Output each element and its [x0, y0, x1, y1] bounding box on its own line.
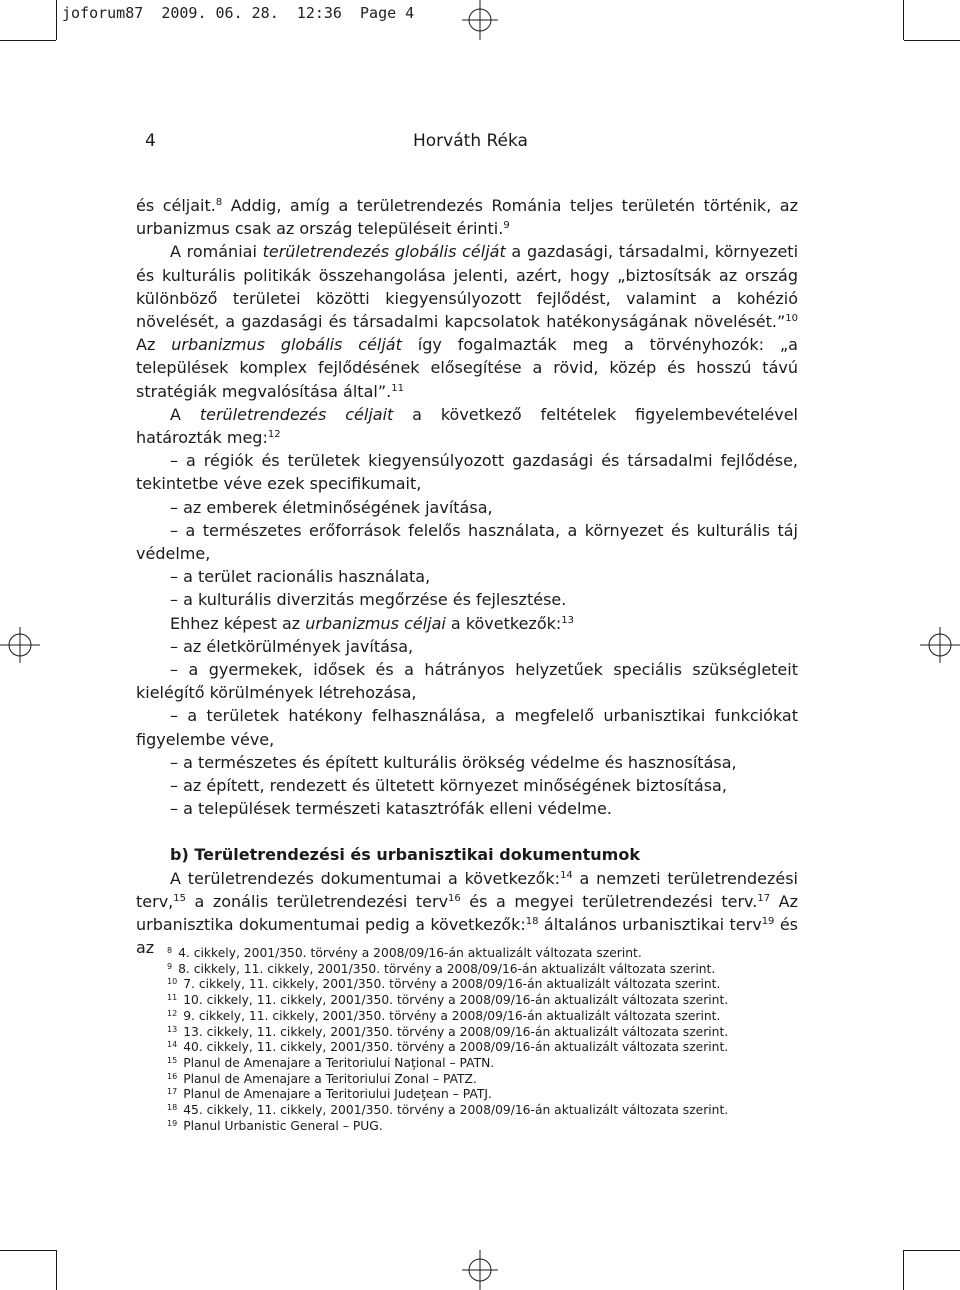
- footnote: $^{13}$ 13. cikkely, 11. cikkely, 2001/350. törvény a 2008/09/16-án aktualizált változata szerint.: [167, 1024, 729, 1039]
- footnote: $^{11}$ 10. cikkely, 11. cikkely, 2001/350. törvény a 2008/09/16-án aktualizált változata szerint.: [167, 993, 729, 1008]
- footnote-ref: 17: [757, 892, 771, 904]
- footnotes: [167, 946, 807, 1134]
- footnote-ref: 8: [215, 197, 223, 208]
- crop-mark: [56, 1250, 57, 1290]
- crop-mark: [903, 1250, 904, 1290]
- crop-mark: [903, 0, 904, 40]
- list-item: – a természetes erőforrások felelős használata, a környezet és kulturális táj védelme,: [136, 520, 798, 564]
- crop-mark: [904, 1250, 960, 1251]
- footnote-ref: 13: [561, 614, 575, 626]
- registration-mark-icon: [460, 1250, 500, 1290]
- list-item: – az emberek életminőségének javítása,: [170, 497, 493, 517]
- crop-mark: [0, 1250, 56, 1251]
- footnote: $^{15}$ Planul de Amenajare a Teritoriului Naţional – PATN.: [167, 1055, 495, 1070]
- list-item: – az épített, rendezett és ültetett környezet minőségének biztosítása,: [170, 776, 727, 796]
- paragraph: A területrendezés céljait a következő feltételek figyelembevételével határozták meg:$^{12}$: [136, 404, 798, 448]
- paragraph: A területrendezés dokumentumai a következők:$^{14}$ a nemzeti területrendezési terv,$^{15}$ a zonális területrendezési terv$^{16}$ és a megyei területrendezési terv.$^{17}$ Az urbanisztika dokumentumai pedig a következők:$^{18}$ általános urbanisztikai terv$^{19}$ és az: [136, 868, 798, 958]
- page-number: 4: [145, 131, 156, 151]
- footnote-ref: 10: [785, 313, 798, 325]
- body-text: [136, 194, 798, 960]
- footnote-ref: 19: [761, 916, 775, 928]
- paragraph: Ehhez képest az urbanizmus céljai a következők:$^{13}$: [170, 613, 575, 633]
- footnote: $^{17}$ Planul de Amenajare a Teritoriului Judeţean – PATJ.: [167, 1087, 492, 1102]
- list-item: – a gyermekek, idősek és a hátrányos helyzetűek speciális szükségleteit kielégítő körülmények létrehozása,: [136, 660, 798, 703]
- footnote-ref: 16: [448, 892, 461, 904]
- list-item: – a természetes és épített kulturális örökség védelme és hasznosítása,: [170, 752, 737, 772]
- footnote: $^{14}$ 40. cikkely, 11. cikkely, 2001/350. törvény a 2008/09/16-án aktualizált változata szerint.: [167, 1040, 729, 1055]
- registration-mark-icon: [920, 625, 960, 665]
- footnote-ref: 12: [267, 429, 281, 441]
- list-item: – a területek hatékony felhasználása, a megfelelő urbanisztikai funkciókat figyelembe véve,: [136, 706, 798, 749]
- footnote: $^8$ 4. cikkely, 2001/350. törvény a 2008/09/16-án aktualizált változata szerint.: [167, 946, 642, 960]
- footnote: $^{19}$ Planul Urbanistic General – PUG.: [167, 1118, 383, 1133]
- footnote-ref: 11: [391, 382, 404, 394]
- crop-mark: [904, 40, 960, 41]
- registration-mark-icon: [0, 625, 40, 665]
- list-item: – a régiók és területek kiegyensúlyozott gazdasági és társadalmi fejlődése, tekintetbe véve ezek specifikumait,: [136, 451, 798, 494]
- footnote: $^{18}$ 45. cikkely, 11. cikkely, 2001/350. törvény a 2008/09/16-án aktualizált változata szerint.: [167, 1103, 729, 1118]
- registration-mark-icon: [460, 0, 500, 40]
- paragraph: A romániai területrendezés globális célját a gazdasági, társadalmi, környezeti és kulturális politikák összehangolása jelenti, azért, hogy „biztosítsák az ország különböző területei közötti kiegyensúlyozott fejlődést, valamint a kohézió növelését, a gazdasági és társadalmi kapcsolatok hatékonyságának növelését.”$^{10}$ Az urbanizmus globális célját így fogalmazták meg a törvényhozók: „a települések komplex fejlődésének elősegítése a rövid, közép és hosszú távú stratégiák megvalósítása által”.$^{11}$: [136, 242, 799, 401]
- list-item: – a kulturális diverzitás megőrzése és fejlesztése.: [170, 590, 567, 610]
- footnote: $^9$ 8. cikkely, 11. cikkely, 2001/350. törvény a 2008/09/16-án aktualizált változata szerint.: [167, 961, 716, 976]
- list-item: – a települések természeti katasztrófák elleni védelme.: [170, 799, 612, 819]
- footnote-ref: 9: [503, 220, 510, 232]
- list-item: – az életkörülmények javítása,: [170, 636, 414, 656]
- crop-mark: [0, 40, 56, 41]
- footnote-ref: 15: [173, 892, 186, 904]
- crop-mark: [56, 0, 57, 40]
- print-slug: joforum87 2009. 06. 28. 12:36 Page 4: [62, 4, 415, 22]
- list-item: – a terület racionális használata,: [170, 567, 431, 587]
- footnote-ref: 18: [525, 916, 539, 928]
- paragraph: és céljait.$^8$ Addig, amíg a területrendezés Románia teljes területén történik, az urbanizmus csak az ország településeit érinti.$^9$: [136, 196, 799, 239]
- footnote-ref: 14: [560, 869, 573, 881]
- running-head-author: Horváth Réka: [413, 131, 528, 151]
- footnote: $^{12}$ 9. cikkely, 11. cikkely, 2001/350. törvény a 2008/09/16-án aktualizált változata szerint.: [167, 1008, 721, 1023]
- footnote: $^{10}$ 7. cikkely, 11. cikkely, 2001/350. törvény a 2008/09/16-án aktualizált változata szerint.: [167, 977, 721, 992]
- section-heading: b) Területrendezési és urbanisztikai dokumentumok: [170, 845, 640, 865]
- footnote: $^{16}$ Planul de Amenajare a Teritoriului Zonal – PATZ.: [167, 1071, 477, 1086]
